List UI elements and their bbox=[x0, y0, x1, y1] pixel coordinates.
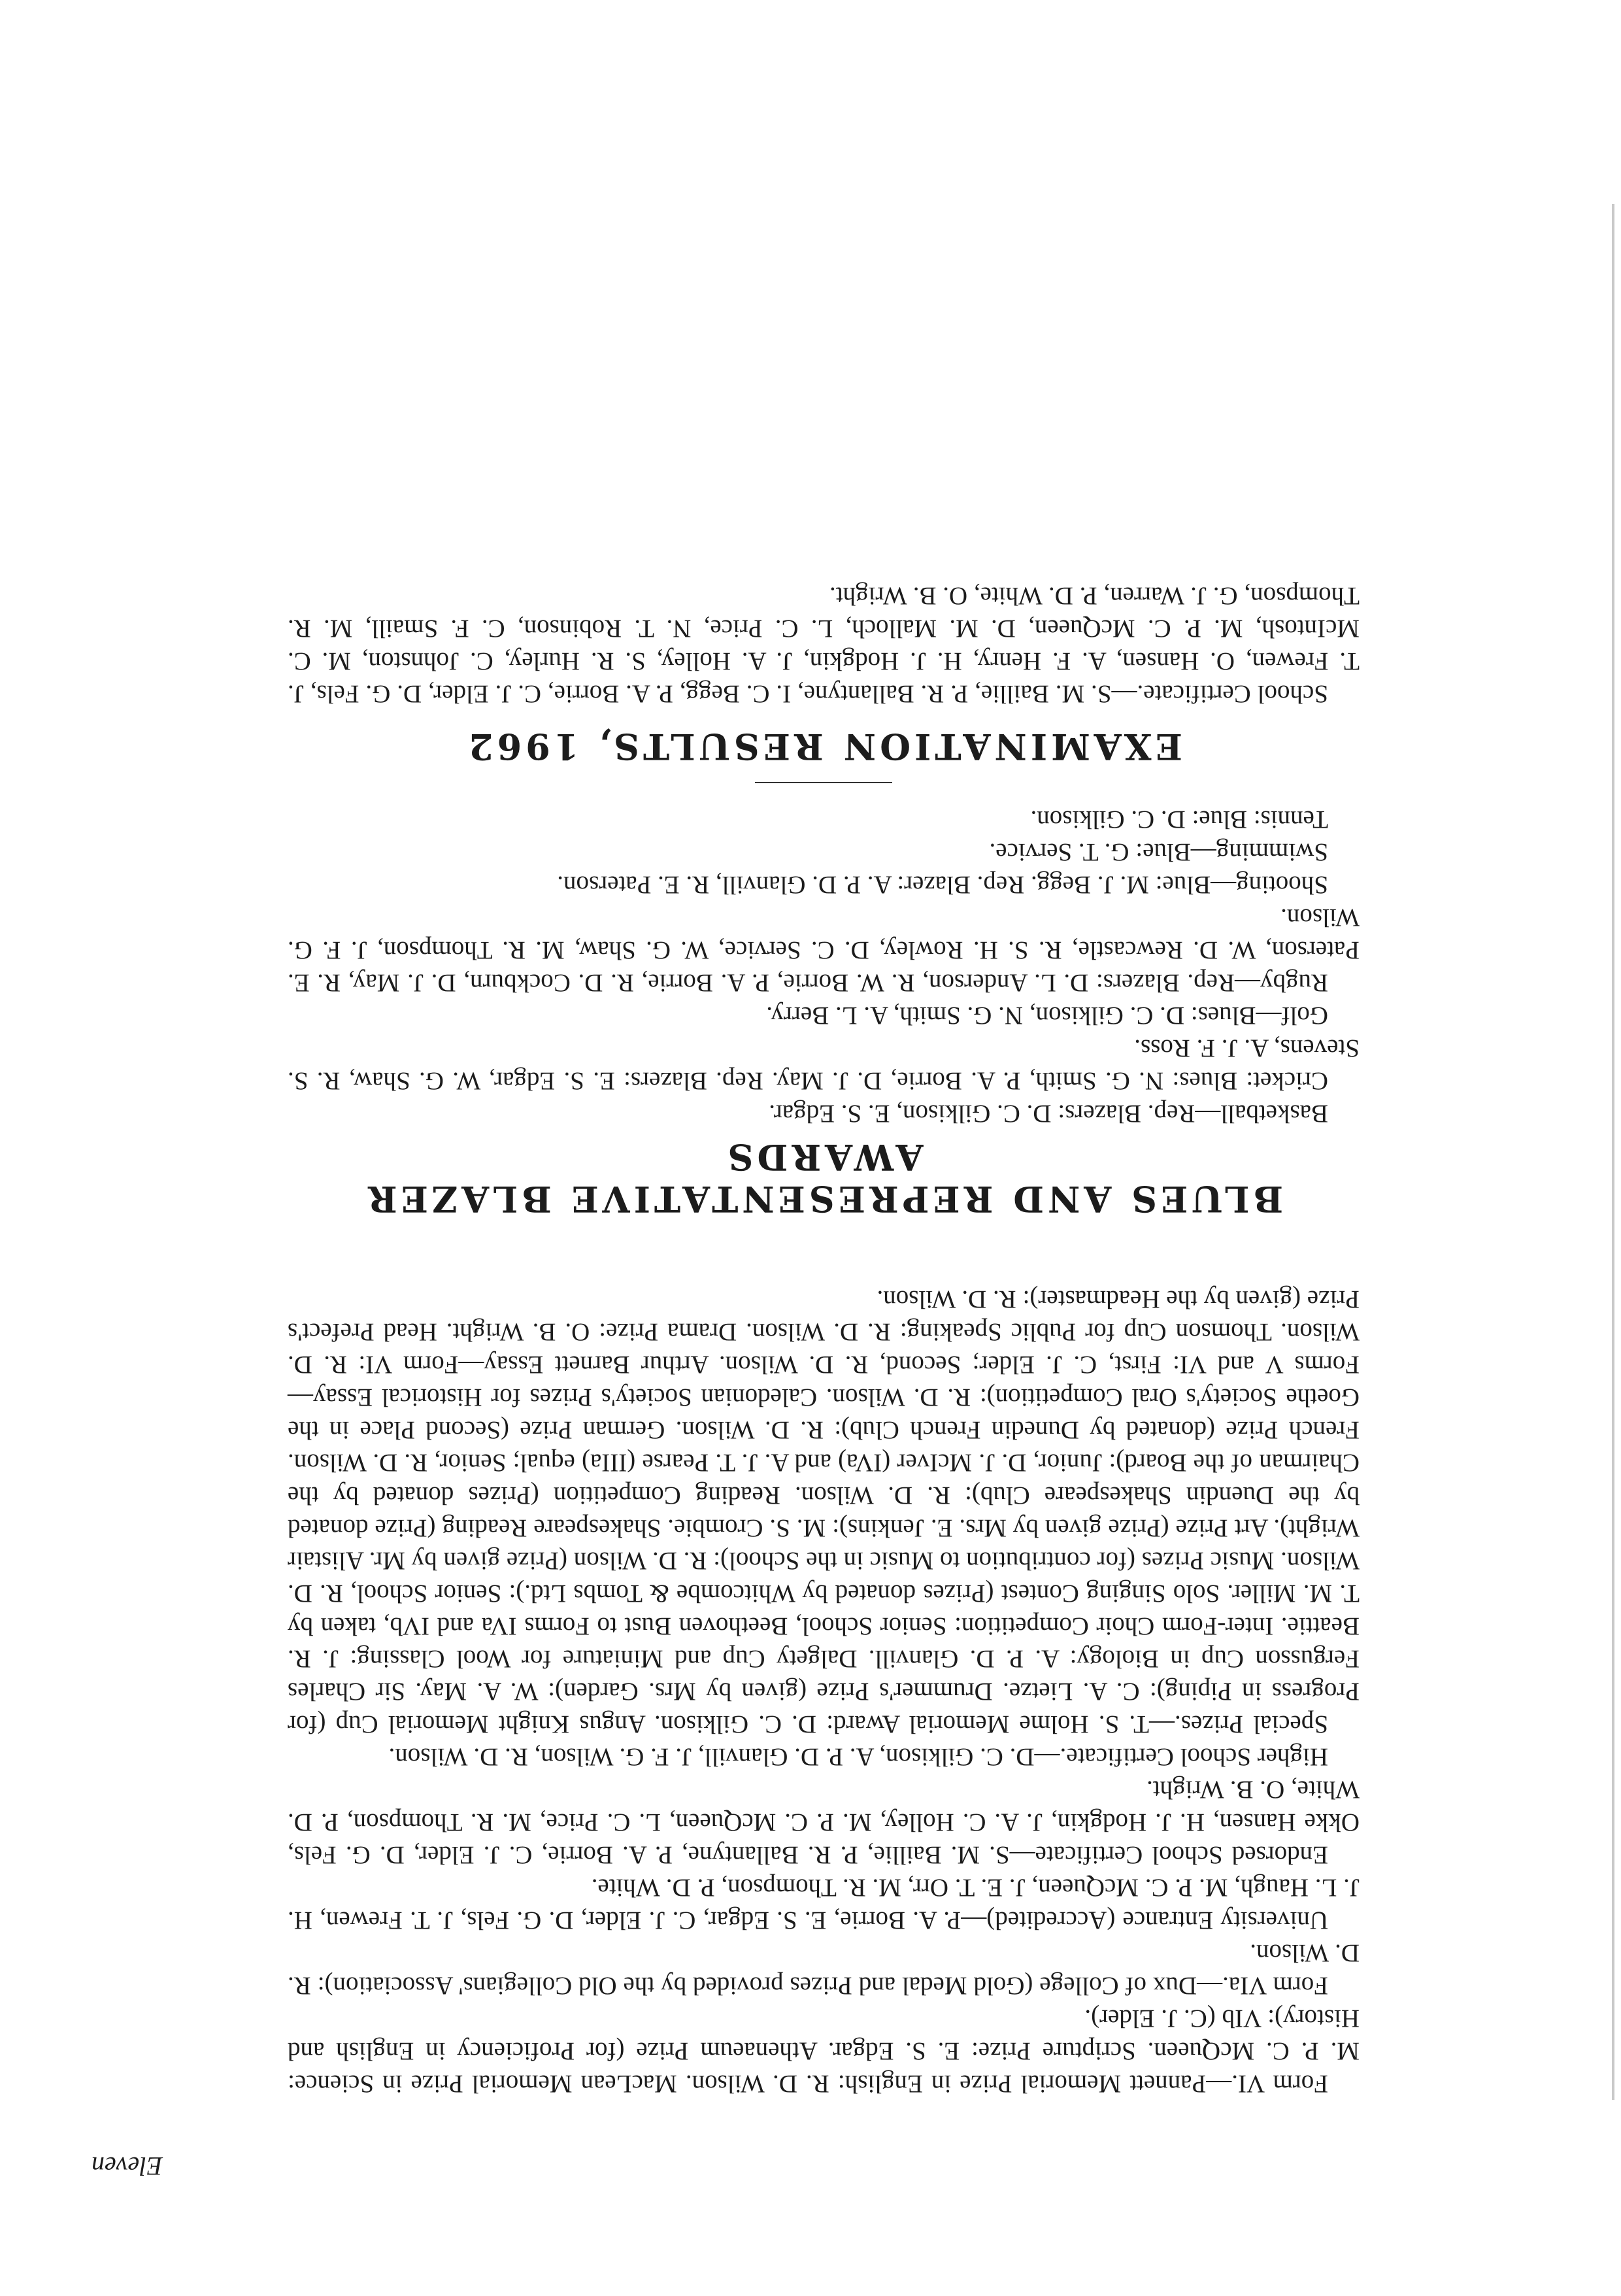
higher-school-certificate: Higher School Certificate.—D. C. Gilkison, A. P. D. Glanvill, J. F. G. Wilson, R. D. Wilson. bbox=[388, 1743, 1328, 1771]
page-body bbox=[288, 579, 1360, 2100]
blues-swimming: Swimming—Blue: G. T. Service. bbox=[989, 838, 1328, 866]
prize-form-via: Form VIa.—Dux of College (Gold Medal and Prizes provided by the Old Collegians' Association): R. D. Wilson. bbox=[288, 1939, 1360, 2000]
endorsed-school-certificate: Endorsed School Certificate—S. M. Baillie, P. R. Ballantyne, P. A. Borrie, C. J. Elder, D. G. Fels, Okke Hansen, H. J. Hodgkin, J. A. C. Holley, M. P. C. McQueen, L. C. Price, M. R. Thompson, P. D. White, O. B. Wright. bbox=[288, 1776, 1360, 1869]
blues-heading: BLUES AND REPRESENTATIVE BLAZER AWARDS bbox=[363, 1136, 1284, 1220]
special-prizes: Special Prizes.—T. S. Holme Memorial Award: D. C. Gilkison. Angus Knight Memorial Cup (for Progress in Piping): C. A. Lietze. Drummer's Prize (given by Mrs. Garden): W. A. May. Sir Charles Fergusson Cup in Biology: A. P. D. Glanvill. Dalgety Cup and Miniature for Wool Classing: J. R. Beattie. Inter-Form Choir Competition: Senior School, Beethoven Bust to Forms IVa and IVb, taken by T. M. Miller. Solo Singing Contest (Prizes donated by Whitcombe & Tombs Ltd.): Senior School, R. D. Wilson. Music Prizes (for contribution to Music in the School): R. D. Wilson (Prize given by Mr. Alistair Wright). Art Prize (Prize given by Mrs. E. Jenkins): M. S. Crombie. Shakespeare Reading (Prize donated by the Duendin Shakespeare Club): R. D. Wilson. Reading Competition (Prizes donated by the Chairman of the Board): Junior, D. J. McIver (IVa) and A. J. T. Pearse (IIIa) equal; Senior, R. D. Wilson. French Prize (donated by Dunedin French Club): R. D. Wilson. German Prize (Second Place in the Goethe Society's Oral Competition): R. D. Wilson. Caledonian Society's Prizes for Historical Essay—Forms V and VI: First, C. J. Elder; Second, R. D. Wilson. Arthur Barnett Essay—Form VI: R. D. Wilson. Thomson Cup for Public Speaking: R. D. Wilson. Drama Prize: O. B. Wright. Head Prefect's Prize (given by the Headmaster): R. D. Wilson. bbox=[288, 1285, 1360, 1738]
section-divider bbox=[755, 782, 892, 783]
blues-golf: Golf—Blues: D. C. Gilkison, N. G. Smith, A. L. Berry. bbox=[766, 1002, 1328, 1030]
university-entrance: University Entrance (Accredited)—P. A. Borrie, E. S. Edgar, C. J. Elder, D. G. Fels, J. T. Frewen, H. J. L. Haugh, M. P. C. McQueen, J. E. T. Orr, M. R. Thompson, P. D. White. bbox=[288, 1874, 1360, 1934]
blues-tennis: Tennis: Blue: D. C. Gilkison. bbox=[1030, 805, 1328, 834]
prize-form-vi: Form VI.—Pannett Memorial Prize in English: R. D. Wilson. MacLean Memorial Prize in Science: M. P. C. McQueen. Scripture Prize: E. S. Edgar. Athenaeum Prize (for Proficiency in English and History): VIb (C. J. Elder). bbox=[288, 2004, 1360, 2098]
page-number: Eleven bbox=[92, 2152, 163, 2181]
blues-cricket: Cricket: Blues: N. G. Smith, P. A. Borrie, D. J. May. Rep. Blazers: E. S. Edgar, W. G. Shaw, R. S. Stevens, A. J. F. Ross. bbox=[288, 1034, 1360, 1095]
school-certificate: School Certificate.—S. M. Baillie, P. R. Ballantyne, I. C. Begg, P. A. Borrie, C. J. Elder, D. G. Fels, J. T. Frewen, O. Hansen, A. F. Henry, H. J. Hodgkin, J. A. Holley, S. R. Hurley, C. Johnston, M. C. McIntosh, M. P. C. McQueen, D. M. Malloch, L. C. Price, N. T. Robinson, C. F. Smaill, M. R. Thompson, G. J. Warren, P. D. White, O. B. Wright. bbox=[288, 582, 1360, 708]
blues-rugby: Rugby—Rep. Blazers: D. L. Anderson, R. W. Borrie, P. A. Borrie, R. D. Cockburn, D. J. May, R. E. Paterson, W. D. Rewcastle, R. S. H. Rowley, D. C. Service, W. G. Shaw, M. R. Thompson, J. F. G. Wilson. bbox=[288, 903, 1360, 997]
blues-basketball: Basketball—Rep. Blazers: D. C. Gilkison, E. S. Edgar. bbox=[769, 1100, 1328, 1128]
blues-shooting: Shooting—Blue: M. J. Begg. Rep. Blazer: A. P. D. Glanvill, R. E. Paterson. bbox=[557, 871, 1328, 899]
scan-edge-mark bbox=[1612, 204, 1614, 2100]
exam-results-heading: EXAMINATION RESULTS, 1962 bbox=[465, 726, 1182, 768]
